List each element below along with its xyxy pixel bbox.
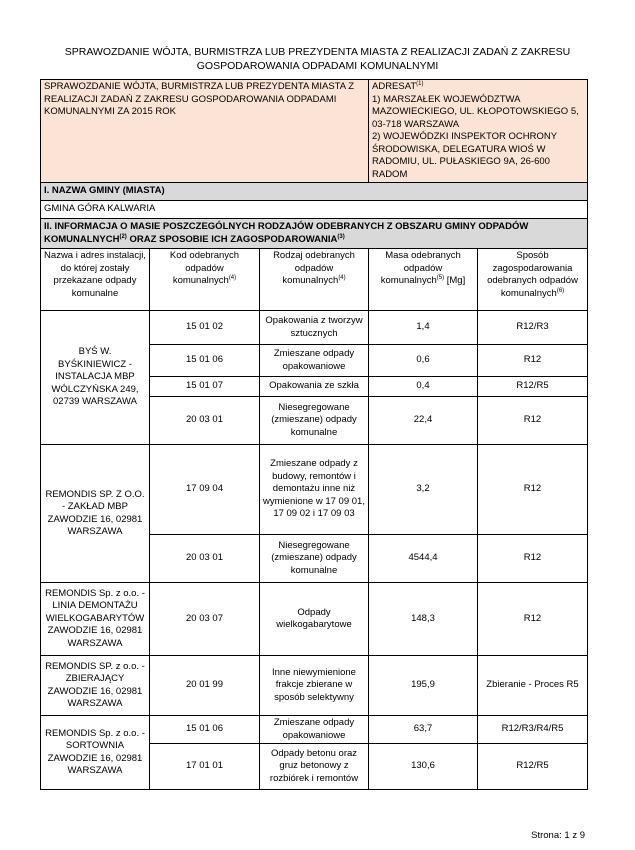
waste-code: 15 01 06 — [150, 716, 260, 744]
header-installation: Nazwa i adres instalacji, do której zostały przekazane odpady komunalne — [41, 249, 150, 311]
waste-mass: 0,4 — [369, 377, 478, 397]
waste-type: Odpady betonu oraz gruz betonowy z rozbiórek i remontów — [260, 744, 369, 790]
table-row — [41, 656, 588, 716]
waste-code: 20 03 01 — [150, 535, 260, 583]
table-row — [41, 445, 588, 535]
processing-method: R12/R5 — [478, 377, 588, 397]
waste-type: Niesegregowane (zmieszane) odpady komunalne — [260, 535, 369, 583]
processing-method: R12/R5 — [478, 744, 588, 790]
header-mass: Masa odebranych odpadów komunalnych$^{(5)}$ [Mg] — [369, 249, 478, 311]
processing-method: R12/R3/R4/R5 — [478, 716, 588, 744]
waste-mass: 195,9 — [369, 656, 478, 716]
waste-type: Inne niewymienione frakcje zbierane w sposób selektywny — [260, 656, 369, 716]
waste-type: Odpady wielkogabarytowe — [260, 583, 369, 656]
section-2-title: II. INFORMACJA O MASIE POSZCZEGÓLNYCH RODZAJÓW ODEBRANYCH Z OBSZARU GMINY ODPADÓW KOMUNALNYCH$^{(2)}$ ORAZ SPOSOBIE ICH ZAGOSPODAROWANIA$^{(3)}$ — [41, 219, 588, 249]
installation-name: REMONDIS SP. z o.o. - ZBIERAJĄCY ZAWODZIE 16, 02981 WARSZAWA — [41, 656, 150, 716]
header-code: Kod odebranych odpadów komunalnych$^{(4)}$ — [150, 249, 260, 311]
table-row — [41, 716, 588, 744]
waste-mass: 3,2 — [369, 445, 478, 535]
waste-code: 20 01 99 — [150, 656, 260, 716]
processing-method: R12/R3 — [478, 311, 588, 345]
addressee-cell — [369, 80, 588, 183]
processing-method: R12 — [478, 397, 588, 445]
waste-code: 20 03 07 — [150, 583, 260, 656]
installation-name: REMONDIS Sp. z o.o. - LINIA DEMONTAŻU WIELKOGABARYTÓW ZAWODZIE 16, 02981 WARSZAWA — [41, 583, 150, 656]
waste-type: Niesegregowane (zmieszane) odpady komunalne — [260, 397, 369, 445]
section-1-title: I. NAZWA GMINY (MIASTA) — [41, 183, 588, 201]
column-headers — [41, 249, 588, 311]
waste-type: Opakowania z tworzyw sztucznych — [260, 311, 369, 345]
header-type: Rodzaj odebranych odpadów komunalnych$^{(4)}$ — [260, 249, 369, 311]
header-method: Sposób zagospodarowania odebranych odpadów komunalnych$^{(6)}$ — [478, 249, 588, 311]
processing-method: R12 — [478, 583, 588, 656]
waste-type: Zmieszane odpady opakowaniowe — [260, 345, 369, 377]
installation-name: REMONDIS SP. Z O.O. - ZAKŁAD MBP ZAWODZIE 16, 02981 WARSZAWA — [41, 445, 150, 583]
waste-code: 20 03 01 — [150, 397, 260, 445]
addressee-2: 2) WOJEWÓDZKI INSPEKTOR OCHRONY ŚRODOWISKA, DELEGATURA WIOŚ W RADOMIU, UL. PUŁASKIEGO 9A, 26-600 RADOM — [372, 131, 557, 180]
waste-mass: 4544,4 — [369, 535, 478, 583]
processing-method: R12 — [478, 535, 588, 583]
installation-name: BYŚ W. BYŚKINIEWICZ - INSTALACJA MBP WÓLCZYŃSKA 249, 02739 WARSZAWA — [41, 311, 150, 445]
waste-code: 15 01 07 — [150, 377, 260, 397]
title-line-1: SPRAWOZDANIE WÓJTA, BURMISTRZA LUB PREZYDENTA MIASTA Z REALIZACJI ZADAŃ Z ZAKRESU — [64, 46, 571, 58]
processing-method: R12 — [478, 345, 588, 377]
installation-name: REMONDIS Sp. z o.o. - SORTOWNIA ZAWODZIE 16, 02981 WARSZAWA — [41, 716, 150, 790]
processing-method: R12 — [478, 445, 588, 535]
waste-code: 15 01 02 — [150, 311, 260, 345]
waste-code: 15 01 06 — [150, 345, 260, 377]
waste-code: 17 01 01 — [150, 744, 260, 790]
waste-code: 17 09 04 — [150, 445, 260, 535]
waste-mass: 22,4 — [369, 397, 478, 445]
processing-method: Zbieranie - Proces R5 — [478, 656, 588, 716]
report-description: SPRAWOZDANIE WÓJTA, BURMISTRZA LUB PREZYDENTA MIASTA Z REALIZACJI ZADAŃ Z ZAKRESU GOSPODAROWANIA ODPADAMI KOMUNALNYMI ZA 2015 ROK — [41, 80, 369, 183]
waste-mass: 1,4 — [369, 311, 478, 345]
intro-row — [41, 80, 588, 183]
waste-type: Zmieszane odpady z budowy, remontów i demontażu inne niż wymienione w 17 09 01, 17 09 02 i 17 09 03 — [260, 445, 369, 535]
waste-mass: 0,6 — [369, 345, 478, 377]
title-line-2: GOSPODAROWANIA ODPADAMI KOMUNALNYMI — [196, 60, 439, 72]
table-row — [41, 311, 588, 345]
table-row — [41, 583, 588, 656]
page-number: Strona: 1 z 9 — [531, 830, 585, 841]
municipality-name: GMINA GÓRA KALWARIA — [41, 201, 588, 219]
waste-mass: 148,3 — [369, 583, 478, 656]
waste-type: Zmieszane odpady opakowaniowe — [260, 716, 369, 744]
document-title — [0, 45, 635, 73]
waste-mass: 130,6 — [369, 744, 478, 790]
addressee-label: ADRESAT$^{(1)}$ — [372, 80, 424, 92]
waste-mass: 63,7 — [369, 716, 478, 744]
report-table — [40, 79, 588, 790]
waste-type: Opakowania ze szkła — [260, 377, 369, 397]
addressee-1: 1) MARSZAŁEK WOJEWÓDZTWA MAZOWIECKIEGO, UL. KŁOPOTOWSKIEGO 5, 03-718 WARSZAWA — [372, 93, 579, 130]
